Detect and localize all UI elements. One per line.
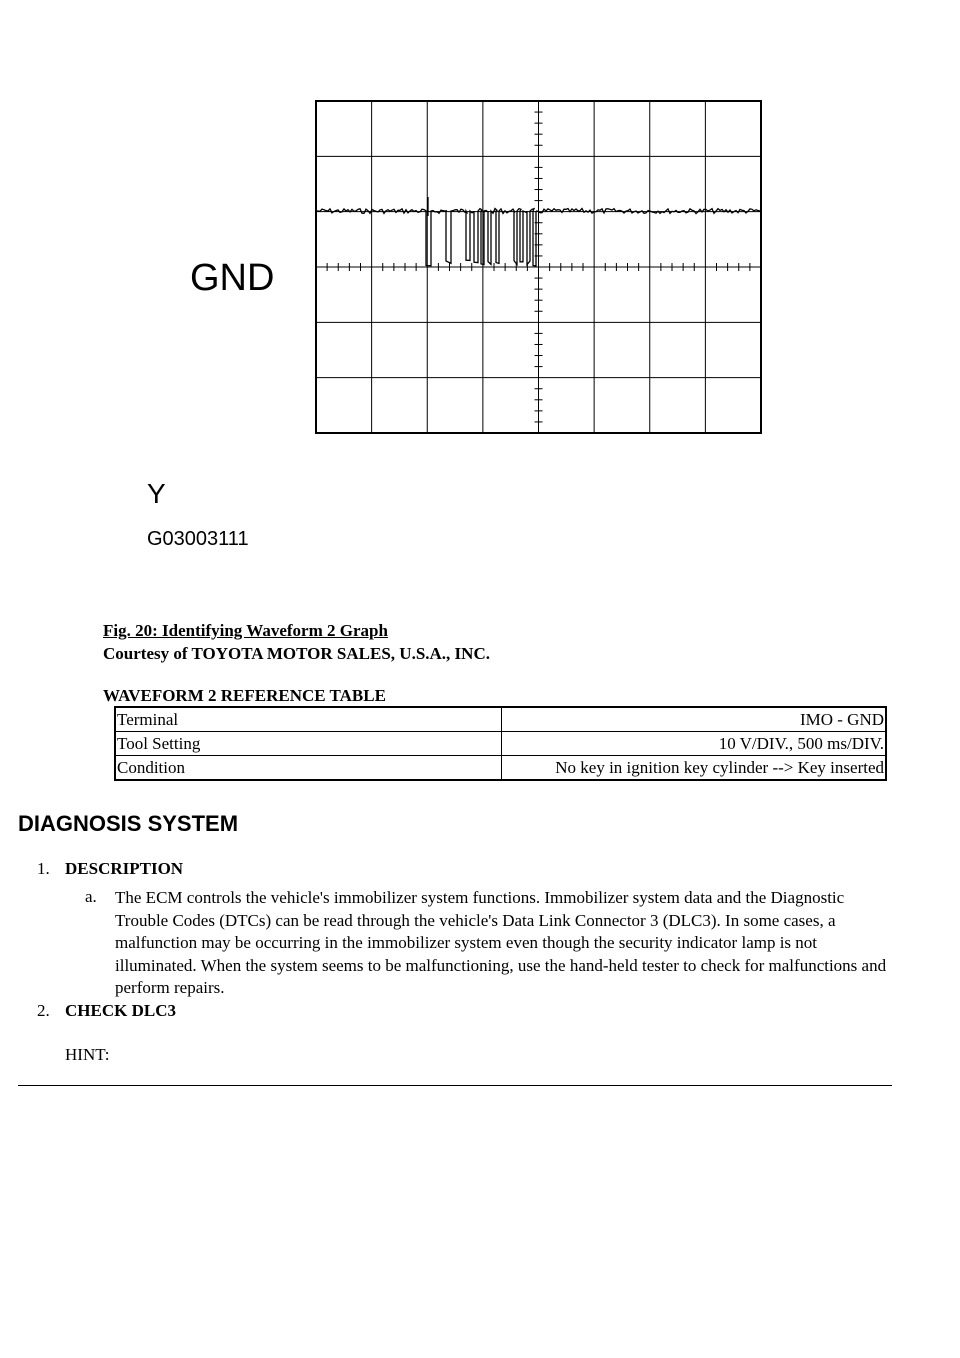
waveform-reference-table	[114, 706, 887, 781]
step-number: 2.	[37, 1001, 50, 1020]
section-heading: DIAGNOSIS SYSTEM	[18, 811, 239, 836]
row-value: No key in ignition key cylinder --> Key inserted	[502, 756, 887, 781]
waveform-figure	[0, 0, 960, 600]
row-label: Terminal	[115, 707, 502, 732]
figure-courtesy: Courtesy of TOYOTA MOTOR SALES, U.S.A., INC.	[103, 644, 490, 663]
sub-item-text: The ECM controls the vehicle's immobilizer system functions. Immobilizer system data and the Diagnostic Trouble Codes (DTCs) can be read through the vehicle's Data Link Connector 3 (DLC3). In some cases, a malfunction may be occurring in the immobilizer system even though the security indicator lamp is not illuminated. When the system seems to be malfunctioning, use the hand-held tester to check for malfunctions and perform repairs.	[115, 888, 887, 997]
sub-item-letter: a.	[85, 887, 97, 906]
row-value: IMO - GND	[502, 707, 887, 732]
step-title-check-dlc3: CHECK DLC3	[65, 1001, 176, 1020]
graphic-id: G03003111	[147, 528, 249, 550]
page-divider	[18, 1085, 892, 1086]
hint-label: HINT:	[65, 1045, 110, 1064]
step-number: 1.	[37, 859, 50, 878]
step-title-description: DESCRIPTION	[65, 859, 184, 878]
row-label: Tool Setting	[115, 732, 502, 756]
row-label: Condition	[115, 756, 502, 781]
table-row	[115, 732, 886, 756]
gnd-label: GND	[190, 257, 275, 299]
y-label: Y	[147, 478, 166, 509]
table-row	[115, 707, 886, 732]
table-title: WAVEFORM 2 REFERENCE TABLE	[103, 686, 386, 705]
row-value: 10 V/DIV., 500 ms/DIV.	[502, 732, 887, 756]
figure-caption: Fig. 20: Identifying Waveform 2 Graph	[103, 621, 388, 640]
table-row	[115, 756, 886, 781]
